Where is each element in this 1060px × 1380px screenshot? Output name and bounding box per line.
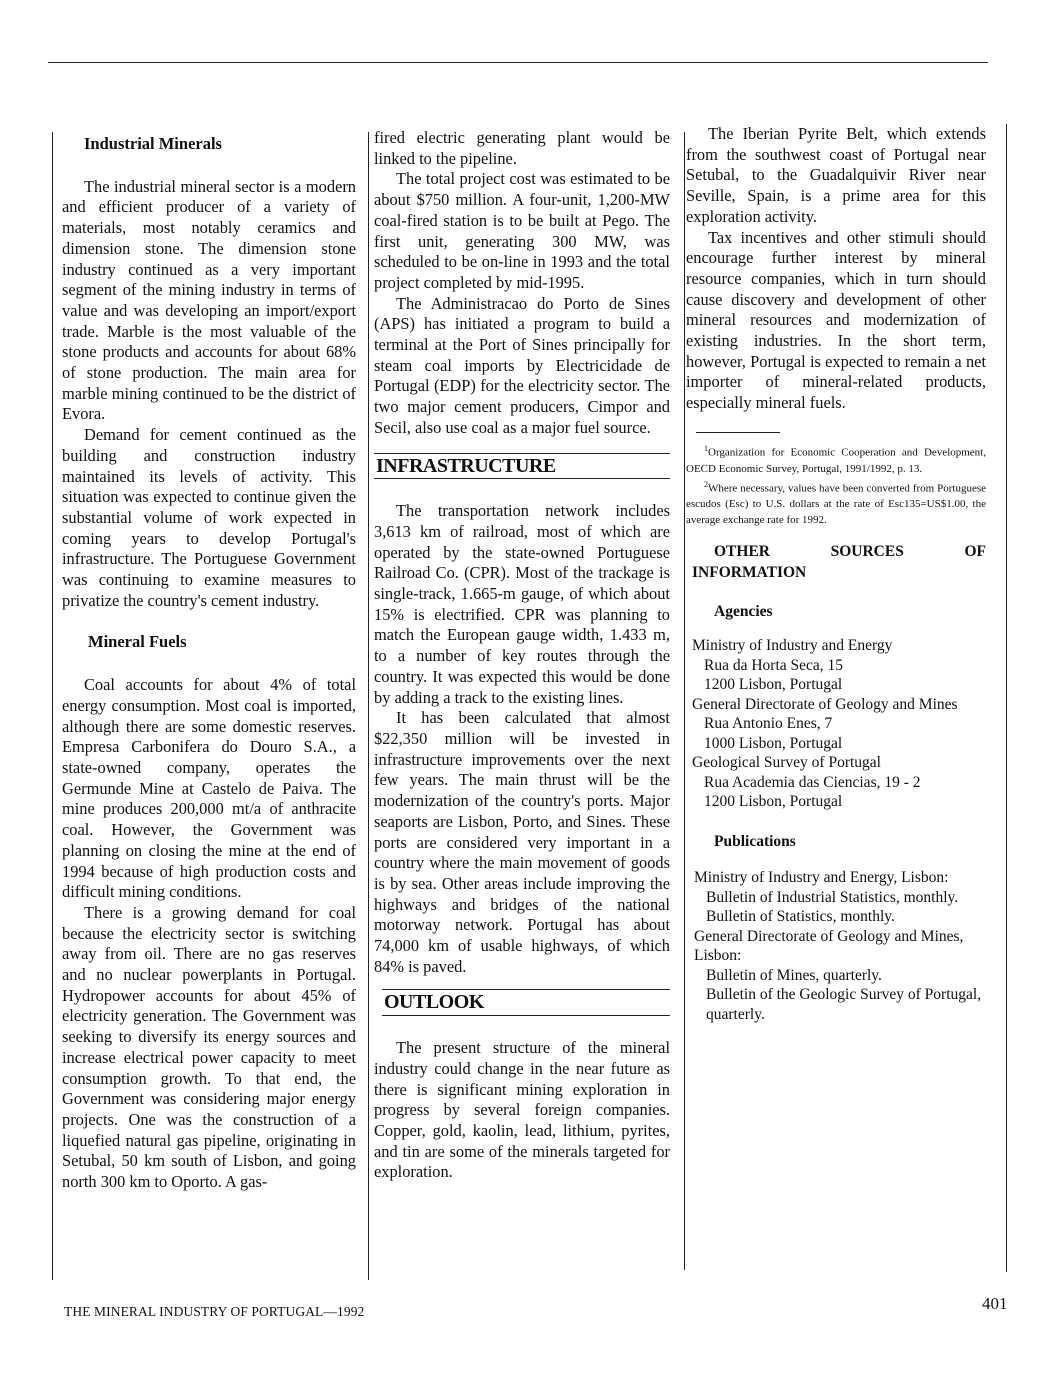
list-item: Rua Antonio Enes, 7 <box>704 715 833 733</box>
heading-agencies: Agencies <box>714 602 773 620</box>
paragraph: The transportation network includes 3,613 km of railroad, most of which are operated by the state-owned Portuguese Railroad Co. (CPR). Most of the trackage is single-track, 1.665-m gauge, of which about 15% is electrified. CPR was planning to match the European gauge width, 1.433 m, to a number of key routes through the country. It was expected this would be done by adding a track to the existing lines. <box>374 501 670 707</box>
list-item: Ministry of Industry and Energy <box>692 637 893 655</box>
heading-mineral-fuels: Mineral Fuels <box>88 632 187 652</box>
running-footer: THE MINERAL INDUSTRY OF PORTUGAL—1992 <box>64 1304 365 1319</box>
footnote-rule <box>696 432 780 433</box>
left-column <box>62 134 356 1193</box>
footnote-mark: 2 <box>704 479 708 489</box>
paragraph: It has been calculated that almost $22,350 million will be invested in infrastructure improvements over the next few years. The main thrust will be the modernization of the country's ports. Major seaports are Lisbon, Porto, and Sines. These ports are considered very important in a country where the main movement of goods is by sea. Other areas include improving the highways and bridges of the national motorway network. Portugal has about 74,000 km of usable highways, of which 84% is paved. <box>374 708 670 976</box>
right-column <box>686 124 986 1024</box>
section-heading-outlook: OUTLOOK <box>382 989 670 1016</box>
list-item: Bulletin of Industrial Statistics, monthly. <box>706 888 959 906</box>
heading-industrial-minerals: Industrial Minerals <box>84 134 222 153</box>
list-item: Geological Survey of Portugal <box>692 754 881 772</box>
top-rule <box>48 62 988 63</box>
list-item: 1200 Lisbon, Portugal <box>704 793 843 811</box>
section-heading-infrastructure: INFRASTRUCTURE <box>374 453 670 480</box>
paragraph: The industrial mineral sector is a modern and efficient producer of a variety of materials, most notably ceramics and dimension stone. The dimension stone industry continued as a very important segment of the mining industry in terms of value and was developing an import/export trade. Marble is the most valuable of the stone products and accounts for about 68% of stone production. The main area for marble mining continued to be the district of Evora. <box>62 176 356 424</box>
paragraph: Demand for cement continued as the building and construction industry maintained its levels of activity. This situation was expected to continue given the substantial volume of work expected in coming years to develop Portugal's infrastructure. The Portuguese Government was continuing to examine measures to privatize the country's cement industry. <box>62 425 356 610</box>
paragraph: The Iberian Pyrite Belt, which extends from the southwest coast of Portugal near Setubal, to the Guadalquivir River near Seville, Spain, is a prime area for this exploration activity. <box>686 124 986 226</box>
list-item: Bulletin of the Geologic Survey of Portugal, quarterly. <box>706 986 982 1023</box>
paragraph: fired electric generating plant would be linked to the pipeline. <box>374 128 670 168</box>
publications-list <box>686 868 986 1024</box>
paragraph: The total project cost was estimated to be about $750 million. A four-unit, 1,200-MW coal-fired station is to be built at Pego. The first unit, generating 300 MW, was scheduled to be on-line in 1993 and the total project completed by mid-1995. <box>374 169 670 292</box>
list-item: General Directorate of Geology and Mines <box>692 695 958 713</box>
list-item: General Directorate of Geology and Mines, Lisbon: <box>694 927 964 965</box>
footnote-2 <box>686 477 986 529</box>
list-item: Rua da Horta Seca, 15 <box>704 656 844 674</box>
list-item: Rua Academia das Ciencias, 19 - 2 <box>704 773 921 791</box>
agencies-list <box>686 636 986 812</box>
paragraph: There is a growing demand for coal because the electricity sector is switching away from oil. There are no gas reserves and no nuclear powerplants in Portugal. Hydropower accounts for about 45% of electricity generation. The Government was seeking to diversify its energy sources and increase electrical power capacity to meet consumption growth. To that end, the Government was considering major energy projects. One was the construction of a liquefied natural gas pipeline, originating in Setubal, 50 km south of Lisbon, and going north 300 km to Oporto. A gas- <box>62 902 356 1192</box>
heading-other-sources: OTHER SOURCES OF INFORMATION <box>692 543 986 581</box>
left-margin-rule <box>52 132 53 1280</box>
paragraph: Coal accounts for about 4% of total energy consumption. Most coal is imported, although there are some domestic reserves. Empresa Carbonifera do Douro S.A., a state-owned company, operates the Germunde Mine at Castelo de Paiva. The mine produces 200,000 mt/a of anthracite coal. However, the Government was planning on closing the mine at the end of 1994 because of high production costs and difficult mining conditions. <box>62 675 356 902</box>
footnote-text: Organization for Economic Cooperation and Development, OECD Economic Survey, Portugal, 1991/1992, p. 13. <box>686 446 986 475</box>
paragraph: The present structure of the mineral industry could change in the near future as there is significant mining exploration in progress by several foreign companies. Copper, gold, kaolin, lead, lithium, pyrites, and tin are some of the minerals targeted for exploration. <box>374 1038 670 1182</box>
heading-publications: Publications <box>714 832 796 850</box>
list-item: Ministry of Industry and Energy, Lisbon: <box>694 869 949 887</box>
footnote-mark: 1 <box>704 443 708 453</box>
page-number: 401 <box>982 1294 1008 1313</box>
footnote-1 <box>686 441 986 477</box>
paragraph: Tax incentives and other stimuli should encourage further interest by mineral resource companies, which in turn should cause discovery and development of other mineral resources and modernization of existing industries. In the short term, however, Portugal is expected to remain a net importer of mineral-related products, especially mineral fuels. <box>686 227 986 413</box>
column-rule-1 <box>368 132 369 1280</box>
column-rule-2 <box>684 132 685 1270</box>
list-item: 1200 Lisbon, Portugal <box>704 676 843 694</box>
footnote-text: Where necessary, values have been converted from Portuguese escudos (Esc) to U.S. dollars at the rate of Esc135=US$1.00, the average exchange rate for 1992. <box>686 482 986 527</box>
paragraph: The Administracao do Porto de Sines (APS) has initiated a program to build a terminal at the Port of Sines principally for steam coal imports by Electricidade de Portugal (EDP) for the electricity sector. The two major cement producers, Cimpor and Secil, also use coal as a major fuel source. <box>374 293 670 437</box>
list-item: Bulletin of Statistics, monthly. <box>706 908 895 926</box>
right-margin-rule <box>1006 124 1007 1272</box>
middle-column <box>374 128 670 1183</box>
list-item: Bulletin of Mines, quarterly. <box>706 966 882 984</box>
list-item: 1000 Lisbon, Portugal <box>704 734 843 752</box>
